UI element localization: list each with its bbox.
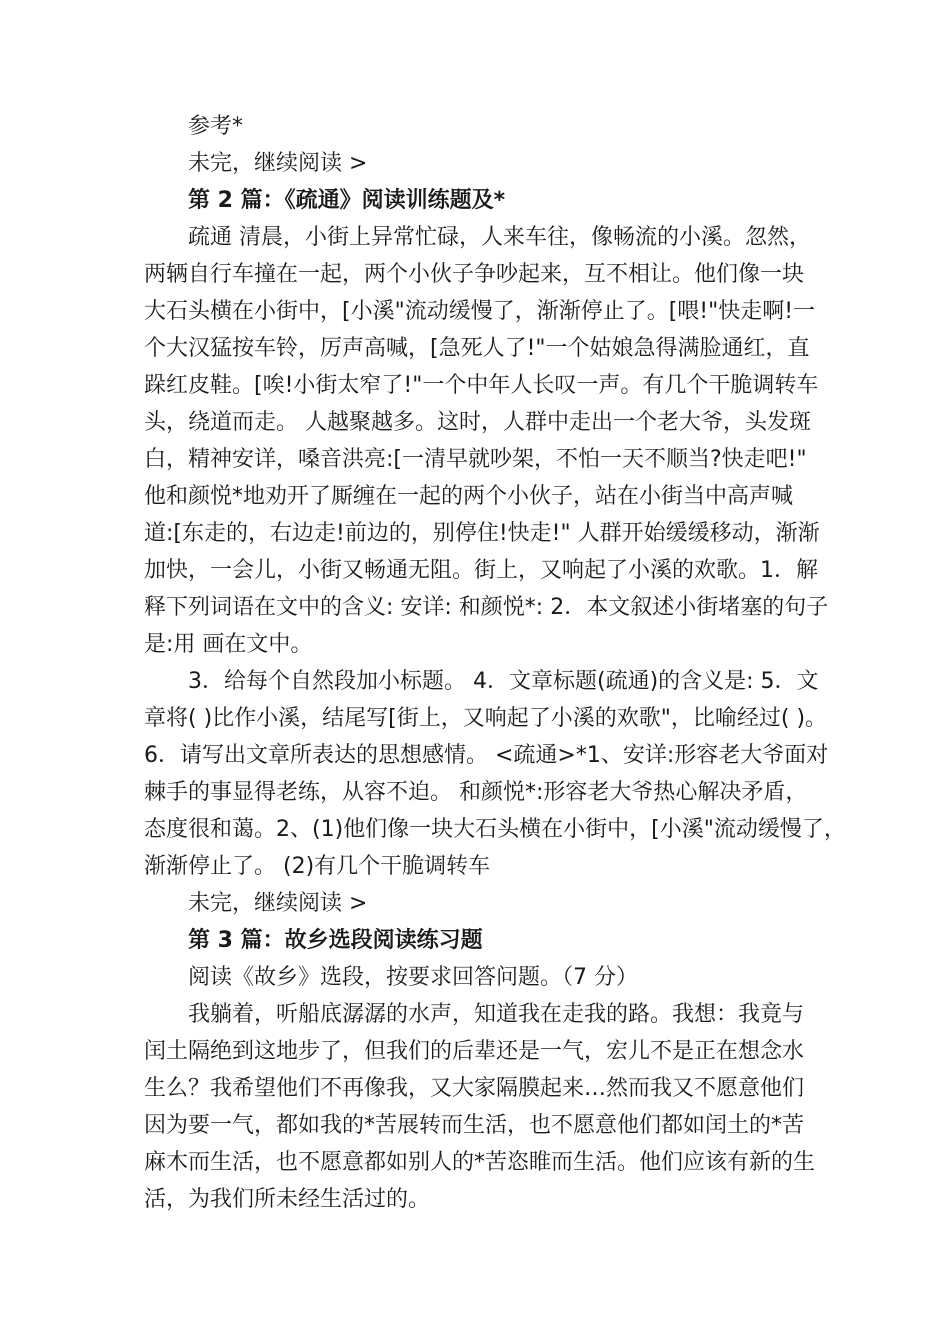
paragraph-line: 疏通 清晨，小街上异常忙碌，人来车往，像畅流的小溪。忽然， — [188, 225, 811, 250]
section-2-heading: 第 2 篇：《疏通》阅读训练题及* — [188, 188, 506, 213]
paragraph-line: 两辆自行车撞在一起，两个小伙子争吵起来，互不相让。他们像一块 — [144, 262, 805, 287]
section-3-heading: 第 3 篇：故乡选段阅读练习题 — [188, 928, 483, 953]
paragraph-line: 头，绕道而走。 人越聚越多。这时，人群中走出一个老大爷，头发斑 — [144, 410, 811, 435]
paragraph-line: 闰土隔绝到这地步了，但我们的后辈还是一气，宏儿不是正在想念水 — [144, 1039, 805, 1064]
paragraph-line: 道:[东走的，右边走!前边的，别停住!快走!" 人群开始缓缓移动，渐渐 — [144, 521, 820, 546]
paragraph-line: 释下列词语在文中的含义: 安详: 和颜悦*: 2．本文叙述小街堵塞的句子 — [144, 595, 829, 620]
paragraph-line: 章将( )比作小溪，结尾写[街上，又响起了小溪的欢歌"，比喻经过( )。 — [144, 706, 828, 731]
continue-reading-link[interactable]: 未完，继续阅读 > — [188, 151, 368, 176]
paragraph-line: 活，为我们所未经生活过的。 — [144, 1187, 431, 1212]
paragraph-line: 棘手的事显得老练，从容不迫。 和颜悦*:形容老大爷热心解决矛盾， — [144, 780, 808, 805]
paragraph-line: 麻木而生活，也不愿意都如别人的*苦恣睢而生活。他们应该有新的生 — [144, 1150, 816, 1175]
paragraph-line: 他和颜悦*地劝开了厮缠在一起的两个小伙子，站在小街当中高声喊 — [144, 484, 794, 509]
section-3-intro: 阅读《故乡》选段，按要求回答问题。（7 分） — [188, 965, 638, 990]
continue-reading-link[interactable]: 未完，继续阅读 > — [188, 891, 368, 916]
paragraph-line: 跺红皮鞋。[唉!小街太窄了!"一个中年人长叹一声。有几个干脆调转车 — [144, 373, 819, 398]
section-3-paragraph — [144, 996, 816, 1218]
reference-label: 参考* — [188, 114, 244, 139]
paragraph-line: 生么？我希望他们不再像我，又大家隔膜起来…然而我又不愿意他们 — [144, 1076, 805, 1101]
paragraph-line: 个大汉猛按车铃，厉声高喊，[急死人了!"一个姑娘急得满脸通红，直 — [144, 336, 810, 361]
paragraph-line: 渐渐停止了。 (2)有几个干脆调转车 — [144, 854, 491, 879]
section-2-paragraph-2 — [144, 663, 846, 885]
paragraph-line: 加快，一会儿，小街又畅通无阻。街上，又响起了小溪的欢歌。1．解 — [144, 558, 818, 583]
section-2-paragraph-1 — [144, 219, 829, 663]
document-page — [144, 108, 846, 1218]
paragraph-line: 是:用 画在文中。 — [144, 632, 313, 657]
paragraph-line: 态度很和蔼。2、(1)他们像一块大石头横在小街中，[小溪"流动缓慢了， — [144, 817, 846, 842]
paragraph-line: 大石头横在小街中，[小溪"流动缓慢了，渐渐停止了。[喂!"快走啊!一 — [144, 299, 816, 324]
paragraph-line: 我躺着，听船底潺潺的水声，知道我在走我的路。我想：我竟与 — [188, 1002, 805, 1027]
paragraph-line: 3．给每个自然段加小标题。 4．文章标题(疏通)的含义是: 5．文 — [188, 669, 819, 694]
paragraph-line: 6．请写出文章所表达的思想感情。 <疏通>*1、安详:形容老大爷面对 — [144, 743, 829, 768]
paragraph-line: 因为要一气，都如我的*苦展转而生活，也不愿意他们都如闰土的*苦 — [144, 1113, 805, 1138]
paragraph-line: 白，精神安详，嗓音洪亮:[一清早就吵架，不怕一天不顺当?快走吧!" — [144, 447, 807, 472]
